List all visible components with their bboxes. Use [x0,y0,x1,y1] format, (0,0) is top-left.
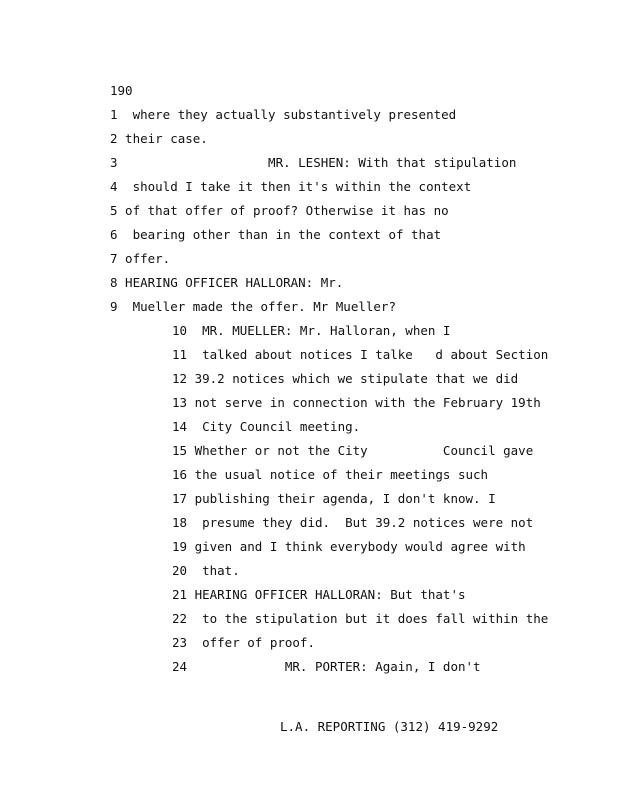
transcript-line-15: 15 Whether or not the City Council gave [172,443,534,458]
transcript-line-23: 23 offer of proof. [172,635,315,650]
transcript-line-13: 13 not serve in connection with the February 19th [172,395,541,410]
transcript-line-18: 18 presume they did. But 39.2 notices were not [172,515,534,530]
transcript-line-8: 8 HEARING OFFICER HALLORAN: Mr. [110,275,344,290]
transcript-line-2: 2 their case. [110,131,208,146]
transcript-line-11: 11 talked about notices I talke d about Section [172,347,549,362]
page-number: 190 [110,83,133,98]
transcript-line-3: 3 MR. LESHEN: With that stipulation [110,155,517,170]
transcript-line-4: 4 should I take it then it's within the context [110,179,472,194]
transcript-line-14: 14 City Council meeting. [172,419,361,434]
transcript-line-10: 10 MR. MUELLER: Mr. Halloran, when I [172,323,451,338]
transcript-line-19: 19 given and I think everybody would agree with [172,539,526,554]
transcript-line-9: 9 Mueller made the offer. Mr Mueller? [110,299,396,314]
transcript-line-1: 1 where they actually substantively presented [110,107,457,122]
transcript-line-24: 24 MR. PORTER: Again, I don't [172,659,481,674]
transcript-line-20: 20 that. [172,563,240,578]
transcript-line-16: 16 the usual notice of their meetings such [172,467,489,482]
transcript-line-7: 7 offer. [110,251,171,266]
transcript-line-17: 17 publishing their agenda, I don't know. I [172,491,496,506]
transcript-line-21: 21 HEARING OFFICER HALLORAN: But that's [172,587,466,602]
reporter-footer: L.A. REPORTING (312) 419-9292 [280,719,499,734]
transcript-line-12: 12 39.2 notices which we stipulate that we did [172,371,519,386]
transcript-line-5: 5 of that offer of proof? Otherwise it has no [110,203,449,218]
transcript-line-6: 6 bearing other than in the context of that [110,227,442,242]
transcript-line-22: 22 to the stipulation but it does fall within the [172,611,549,626]
